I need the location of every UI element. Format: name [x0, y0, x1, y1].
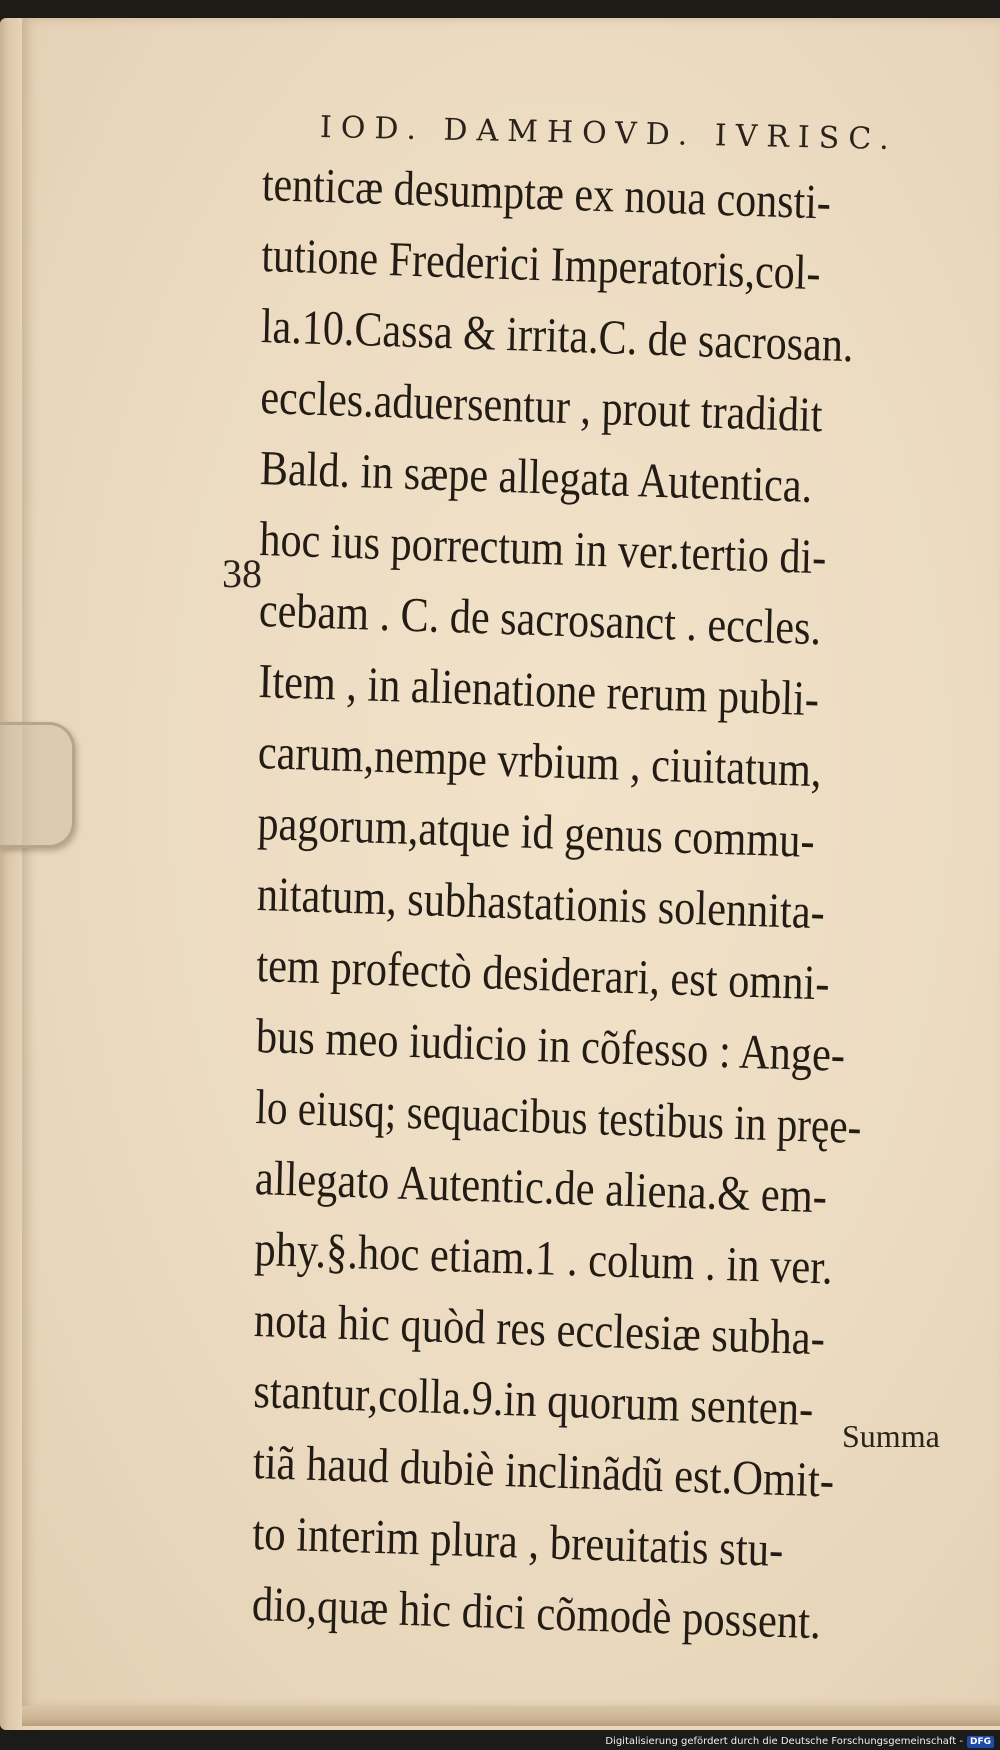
text-line: pagorum,atque id genus commu-	[256, 795, 816, 868]
page-bottom-edge	[22, 1706, 1000, 1726]
dfg-logo-icon: DFG	[967, 1736, 994, 1748]
text-line: lo eiusq; sequacibus testibus in pręe-	[254, 1079, 863, 1155]
text-block	[251, 148, 962, 1650]
text-line: tiã haud dubiè inclinãdũ est.Omit-	[252, 1434, 835, 1508]
text-line: eccles.aduersentur , prout tradidit	[259, 369, 824, 443]
text-line: Bald. in sæpe allegata Autentica.	[259, 440, 813, 513]
margin-number: 38	[222, 551, 262, 596]
text-line: stantur,colla.9.in quorum senten-	[252, 1363, 814, 1436]
credit-text: Digitalisierung gefördert durch die Deutsche Forschungsgemeinschaft -	[605, 1736, 963, 1747]
text-line: tenticæ desumptæ ex noua consti-	[261, 156, 832, 230]
text-line: allegato Autentic.de aliena.& em-	[254, 1150, 828, 1224]
text-line: Item , in alienatione rerum publi-	[257, 653, 820, 727]
text-line: hoc ius porrectum in ver.tertio di-	[258, 511, 828, 585]
text-line: tem profectò desiderari, est omni-	[255, 937, 831, 1011]
running-head: IOD. DAMHOVD. IVRISC.	[319, 110, 899, 158]
catchword: Summa	[842, 1418, 940, 1454]
text-line: nitatum, subhastationis solennita-	[256, 866, 826, 940]
text-line: phy.§.hoc etiam.1 . colum . in ver.	[253, 1221, 834, 1295]
text-line: nota hic quòd res ecclesiæ subha-	[253, 1292, 826, 1366]
digitization-credit	[605, 1735, 994, 1748]
text-line: la.10.Cassa & irrita.C. de sacrosan.	[260, 298, 855, 373]
text-line: tutione Frederici Imperatoris,col-	[260, 227, 822, 301]
text-line: bus meo iudicio in cõfesso : Ange-	[255, 1008, 846, 1082]
text-line: cebam . C. de sacrosanct . eccles.	[258, 582, 822, 656]
text-line: dio,quæ hic dici cõmodè possent.	[251, 1576, 822, 1650]
page-clip	[0, 722, 75, 848]
text-line: to interim plura , breuitatis stu-	[251, 1505, 784, 1578]
text-line: carum,nempe vrbium , ciuitatum,	[257, 724, 823, 798]
